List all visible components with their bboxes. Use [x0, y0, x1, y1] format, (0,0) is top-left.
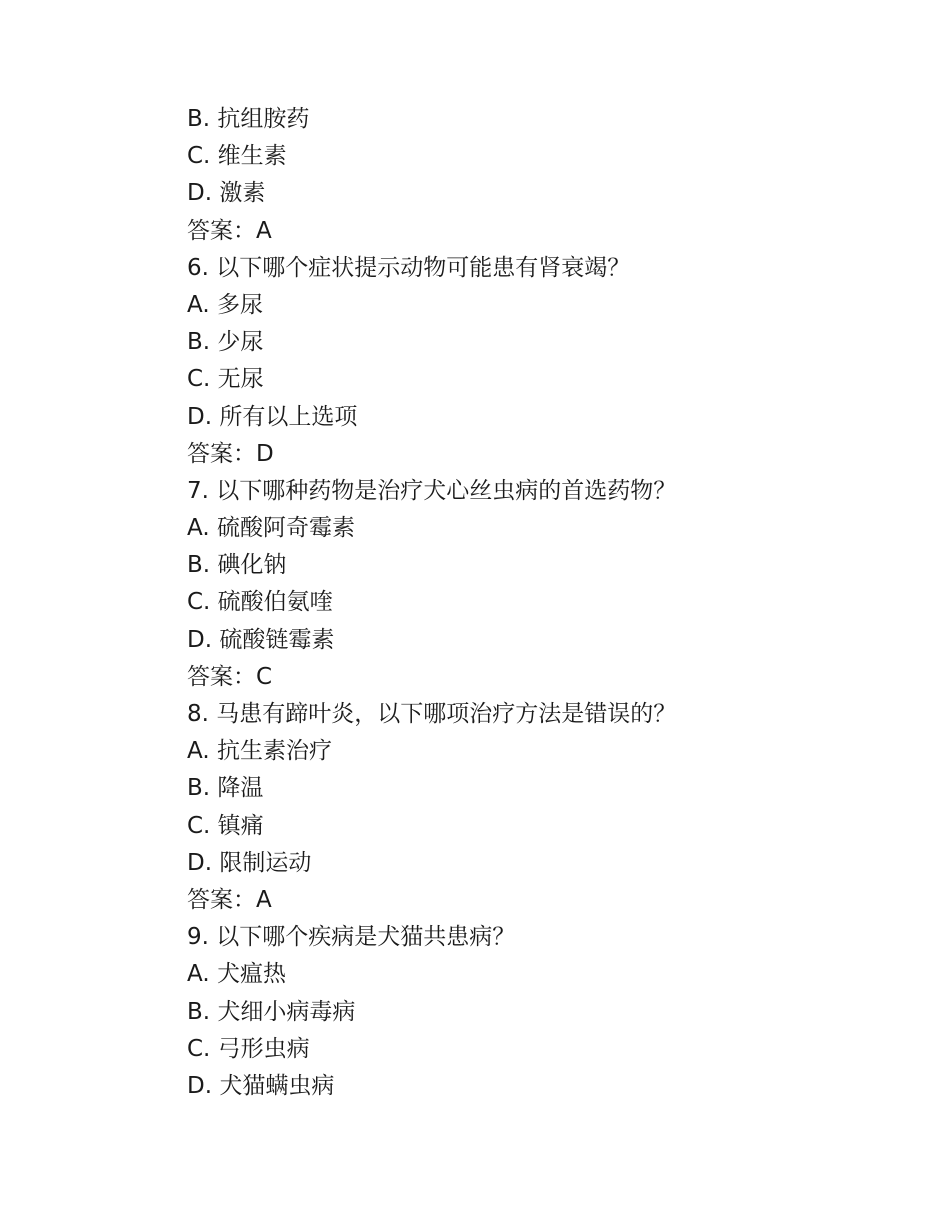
- answer-line: 答案：D: [187, 440, 274, 467]
- option-line: A. 硫酸阿奇霉素: [187, 515, 355, 542]
- option-line: D. 犬猫螨虫病: [187, 1072, 335, 1099]
- question-line: 9. 以下哪个疾病是犬猫共患病？: [187, 924, 516, 951]
- option-line: C. 维生素: [187, 143, 287, 170]
- question-line: 6. 以下哪个症状提示动物可能患有肾衰竭？: [187, 254, 631, 281]
- option-line: D. 激素: [187, 180, 266, 207]
- option-line: A. 抗生素治疗: [187, 738, 332, 765]
- option-line: D. 限制运动: [187, 849, 312, 876]
- answer-line: 答案：A: [187, 217, 272, 244]
- option-line: D. 所有以上选项: [187, 403, 358, 430]
- question-list: [187, 101, 887, 1105]
- option-line: A. 多尿: [187, 291, 263, 318]
- option-line: C. 无尿: [187, 366, 264, 393]
- question-line: 7. 以下哪种药物是治疗犬心丝虫病的首选药物？: [187, 477, 677, 504]
- option-line: C. 硫酸伯氨喹: [187, 589, 333, 616]
- option-line: B. 抗组胺药: [187, 106, 310, 132]
- question-line: 8. 马患有蹄叶炎，以下哪项治疗方法是错误的？: [187, 701, 677, 727]
- answer-line: 答案：C: [187, 663, 273, 690]
- option-line: C. 弓形虫病: [187, 1035, 310, 1062]
- option-line: B. 少尿: [187, 329, 264, 356]
- option-line: B. 降温: [187, 775, 264, 802]
- option-line: D. 硫酸链霉素: [187, 626, 335, 653]
- option-line: A. 犬瘟热: [187, 961, 286, 988]
- option-line: B. 碘化钠: [187, 552, 287, 579]
- option-line: C. 镇痛: [187, 812, 264, 839]
- option-line: B. 犬细小病毒病: [187, 998, 356, 1025]
- answer-line: 答案：A: [187, 886, 272, 913]
